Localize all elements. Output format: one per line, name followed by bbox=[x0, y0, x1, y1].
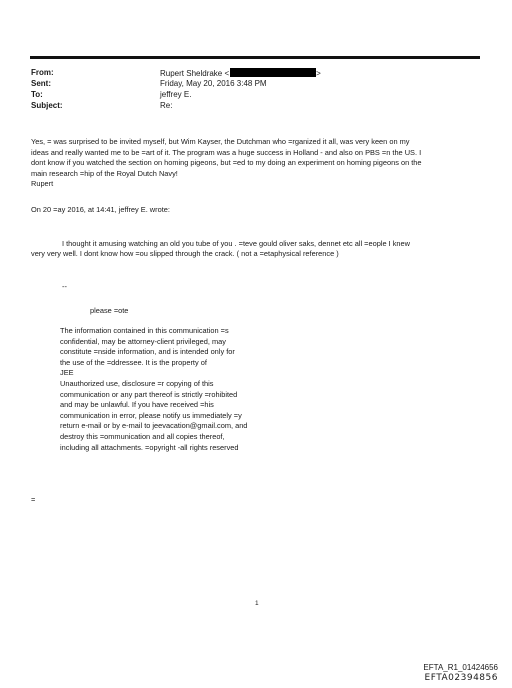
signature: Rupert bbox=[31, 179, 54, 189]
equals-mark: = bbox=[31, 495, 36, 504]
sent-value: Friday, May 20, 2016 3:48 PM bbox=[160, 79, 267, 88]
redaction-block bbox=[230, 68, 316, 77]
disclaimer-line: destroy this =ommunication and all copies thereof, bbox=[60, 431, 225, 441]
disclaimer-line: JEE bbox=[60, 368, 74, 378]
to-value: jeffrey E. bbox=[160, 90, 192, 99]
reply-line: main research =hip of the Royal Dutch Navy! bbox=[31, 168, 178, 178]
please-note: please =ote bbox=[90, 306, 129, 315]
subject-label: Subject: bbox=[31, 101, 63, 110]
from-tail: > bbox=[316, 69, 321, 78]
from-label: From: bbox=[31, 68, 54, 77]
subject-value: Re: bbox=[160, 101, 173, 110]
footer-id-1: EFTA_R1_01424656 bbox=[423, 663, 498, 672]
page-number: 1 bbox=[255, 600, 259, 607]
sent-label: Sent: bbox=[31, 79, 51, 88]
from-value bbox=[160, 68, 321, 79]
footer-id-2: EFTA02394856 bbox=[424, 673, 498, 683]
reply-line: ideas and really wanted me to be =art of it. The program was a huge success in Holland - and also on PBS =n the US. I bbox=[31, 147, 422, 157]
disclaimer-line: and may be unlawful. If you have received =his bbox=[60, 400, 214, 410]
to-label: To: bbox=[31, 90, 43, 99]
disclaimer-line: constitute =nside information, and is intended only for bbox=[60, 347, 235, 357]
on-wrote-line: On 20 =ay 2016, at 14:41, jeffrey E. wrote: bbox=[31, 205, 170, 214]
disclaimer-line: communication in error, please notify us immediately =y bbox=[60, 410, 242, 420]
disclaimer-line: The information contained in this communication =s bbox=[60, 326, 229, 335]
reply-line: Yes, = was surprised to be invited myself, but Wim Kayser, the Dutchman who =rganized it all, was very keen on my bbox=[31, 137, 410, 146]
disclaimer-line: Unauthorized use, disclosure =r copying of this bbox=[60, 378, 214, 388]
disclaimer-line: the use of the =ddressee. It is the property of bbox=[60, 357, 207, 367]
sender-name: Rupert Sheldrake < bbox=[160, 69, 230, 78]
signature-dashes: -- bbox=[62, 282, 67, 291]
header-rule bbox=[30, 56, 480, 59]
quoted-line: very very well. I dont know how =ou slipped through the crack. ( not a =etaphysical reference ) bbox=[31, 249, 339, 258]
disclaimer-line: confidential, may be attorney-client privileged, may bbox=[60, 336, 226, 346]
disclaimer-line: communication or any part thereof is strictly =rohibited bbox=[60, 389, 238, 399]
quoted-line: I thought it amusing watching an old you tube of you . =teve gould oliver saks, dennet etc all =eople I knew bbox=[62, 239, 410, 248]
disclaimer-line: return e-mail or by e-mail to jeevacation@gmail.com, and bbox=[60, 421, 248, 431]
reply-line: dont know if you watched the section on homing pigeons, but =ed to my doing an experiment on homing pigeons on the bbox=[31, 158, 422, 168]
disclaimer bbox=[60, 326, 320, 453]
disclaimer-line: including all attachments. =opyright -all rights reserved bbox=[60, 442, 239, 452]
reply-body bbox=[31, 137, 483, 190]
